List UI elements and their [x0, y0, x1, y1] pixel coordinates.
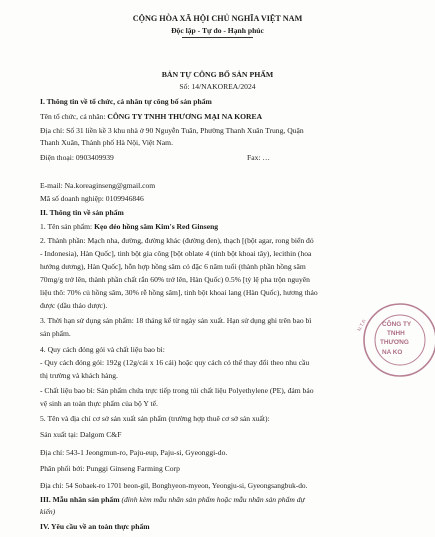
section-3-heading: III. Mẫu nhãn sản phẩm: [40, 495, 120, 504]
packaging-line: vệ sinh an toàn thực phẩm của bộ Y tế.: [40, 399, 158, 408]
nation-heading: CỘNG HÒA XÃ HỘI CHỦ NGHĨA VIỆT NAM: [132, 14, 303, 23]
stamp-ring-text: N.T.P.: [356, 318, 369, 333]
address-line-1: Địa chỉ: Số 31 liền kề 3 khu nhà ở 90 Nguyễn Tuân, Phường Thanh Xuân Trung, Quận: [40, 126, 304, 135]
org-name: CÔNG TY TNHH THƯƠNG MẠI NA KOREA: [107, 112, 263, 121]
email-line: E-mail: Na.koreaginseng@gmail.com: [40, 181, 156, 190]
distributor-address: Địa chỉ: 54 Sobaek-ro 1701 beon-gil, Bonghyeon-myeon, Yeongju-si, Gyeongsangbuk-do.: [40, 481, 308, 490]
product-name-line: [40, 222, 218, 232]
ingredients-line: liệu thô: 70% củ hồng sâm, 30% rễ hồng sâm], tinh bột khoai lang (Hàn Quốc), hương thảo: [40, 288, 318, 297]
stamp-text-line-3: THƯƠNG: [380, 339, 409, 346]
motto-underline: [182, 37, 253, 38]
phone-line: Điện thoại: 0903409939: [40, 153, 114, 162]
document-title: BẢN TỰ CÔNG BỐ SẢN PHẨM: [161, 70, 274, 79]
fax-line: Fax: …: [247, 153, 270, 162]
section-3-note-continued: kiến): [40, 507, 56, 516]
distributor-name: Phân phối bởi: Punggi Ginseng Farming Corp: [40, 464, 180, 473]
company-stamp: [356, 302, 435, 378]
manufacturer-heading: 5. Tên và địa chỉ cơ sở sản xuất sản phẩm (trường hợp thuê cơ sở sản xuất):: [40, 414, 270, 423]
packaging-line: - Chất liệu bao bì: Sản phẩm chứa trực tiếp trong túi chất liệu Polyethylene (PE), đảm bảo: [40, 386, 314, 395]
manufacturer-address: Địa chỉ: 543-1 Jeongmun-ro, Paju-eup, Paju-si, Gyeonggi-do.: [40, 448, 228, 457]
section-3-line: [40, 495, 305, 505]
shelf-life-line: 3. Thời hạn sử dụng sản phẩm: 18 tháng kể từ ngày sản xuất. Hạn sử dụng ghi trên bao bì: [40, 316, 312, 325]
stamp-text-line-2: TNHH: [387, 330, 405, 337]
ingredients-line: 70mg/g trở lên, thành phần chất rắn 60% trở lên, Hàn Quốc) 0.5% [tỷ lệ pha trộn nguyên: [40, 275, 310, 284]
section-2-heading: II. Thông tin về sản phẩm: [40, 208, 124, 217]
manufacturer-name: Sản xuất tại: Dalgom C&F: [40, 430, 122, 439]
packaging-line: thị trường và khách hàng.: [40, 371, 118, 380]
document-number: Số: 14/NAKOREA/2024: [179, 82, 256, 91]
tax-code-line: Mã số doanh nghiệp: 0109946846: [40, 194, 144, 203]
stamp-text-line-4: NA KO: [382, 349, 403, 356]
motto: Độc lập - Tự do - Hạnh phúc: [171, 26, 264, 35]
ingredients-line: hướng dương), Hàn Quốc], hỗn hợp hồng sâm có đặc 6 năm tuổi (thành phần hồng sâm: [40, 262, 306, 271]
packaging-line: - Quy cách đóng gói: 192g (12g/cái x 16 cái) hoặc quy cách có thể thay đổi theo nhu cầu: [40, 358, 310, 367]
address-line-2: Thanh Xuân, Thành phố Hà Nội, Việt Nam.: [40, 138, 173, 147]
section-1-heading: I. Thông tin về tổ chức, cá nhân tự công bố sản phẩm: [40, 97, 212, 106]
stamp-text-line-1: CÔNG TY: [382, 321, 412, 328]
org-label: Tên tổ chức, cá nhân:: [40, 112, 108, 121]
product-name: Kẹo dẻo hồng sâm Kim's Red Ginseng: [94, 222, 219, 231]
packaging-heading: 4. Quy cách đóng gói và chất liệu bao bì:: [40, 345, 165, 354]
org-line: [40, 112, 262, 122]
ingredients-line: được (dầu thảo dược).: [40, 301, 108, 310]
ingredients-line: - Indonesia), Hàn Quốc], tinh bột gia công [bột oblate 4 (tinh bột khoai tây), lecithin (hoa: [40, 249, 312, 258]
section-4-heading: IV. Yêu cầu về an toàn thực phẩm: [40, 522, 150, 531]
shelf-life-line: sản phẩm.: [40, 329, 71, 338]
ingredients-line: 2. Thành phần: Mạch nha, đường, đường khác (đường đen), thạch [(bột agar, rong biển đỏ: [40, 236, 314, 245]
section-3-note: (đính kèm mẫu nhãn sản phẩm hoặc mẫu nhãn sản phẩm dự: [121, 495, 305, 504]
product-name-label: 1. Tên sản phẩm:: [40, 222, 95, 231]
